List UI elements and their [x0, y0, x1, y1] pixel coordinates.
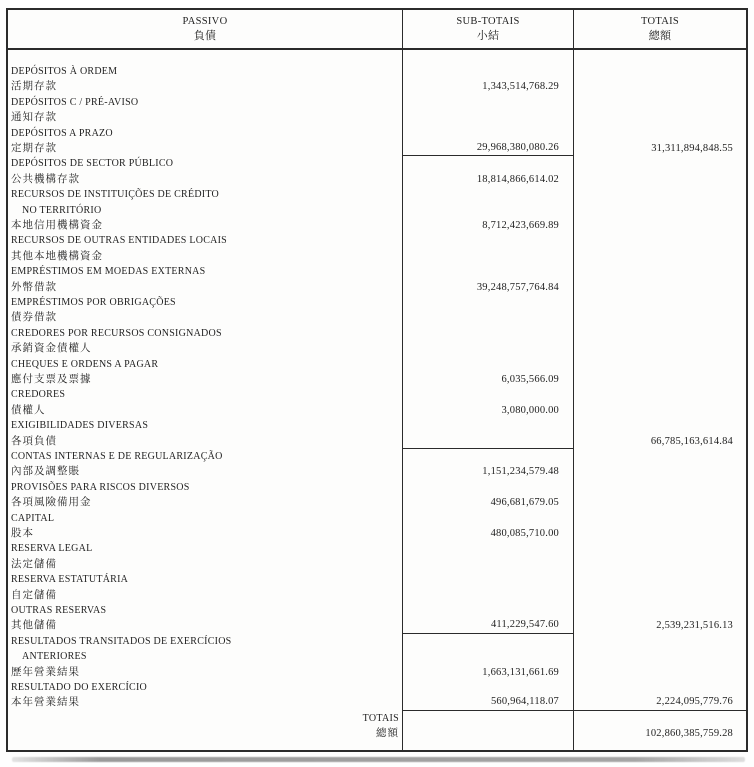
item-label-pt: RESULTADOS TRANSITADOS DE EXERCÍCIOS: [11, 635, 232, 647]
item-label-cell: [8, 233, 402, 264]
totals-label-pt: TOTAIS: [362, 712, 399, 724]
total-value: [574, 310, 733, 325]
item-subtotal-cell: [402, 603, 574, 634]
spacer-subtotal-cell: [402, 50, 574, 64]
item-subtotal-cell: [402, 541, 574, 572]
item-label-pt: RECURSOS DE OUTRAS ENTIDADES LOCAIS: [11, 235, 227, 247]
item-label-pt: CONTAS INTERNAS E DE REGULARIZAÇÃO: [11, 450, 223, 462]
item-label-cell: [8, 680, 402, 711]
total-value: [574, 464, 733, 479]
item-label-pt: DEPÓSITOS DE SECTOR PÚBLICO: [11, 158, 174, 170]
item-label-cn: 本地信用機構資金: [11, 219, 103, 231]
item-subtotal-cell: [402, 418, 574, 449]
item-label-pt: CREDORES: [11, 389, 66, 401]
passivo-table: [6, 8, 748, 752]
item-label-cell: [8, 449, 402, 480]
total-value: [574, 588, 733, 603]
item-label-cell: [8, 187, 402, 233]
subtotal-value: [403, 110, 559, 125]
total-value: 31,311,894,848.55: [651, 143, 733, 154]
item-label-cn: 承銷資金債權人: [11, 343, 92, 355]
item-label-pt: DEPÓSITOS À ORDEM: [11, 66, 118, 77]
item-label-cn: 法定儲備: [11, 558, 57, 570]
item-label-cell: [8, 357, 402, 388]
subtotal-value: 6,035,566.09: [501, 373, 559, 385]
total-value: [574, 372, 733, 387]
total-value: [574, 495, 733, 510]
item-total-cell: [574, 572, 746, 603]
header-subtotais-pt: SUB-TOTAIS: [456, 16, 520, 27]
item-subtotal-cell: [402, 326, 574, 357]
item-subtotal-cell: [402, 156, 574, 187]
table-row: [8, 156, 746, 187]
item-total-cell: [574, 634, 746, 680]
item-subtotal-cell: [402, 95, 574, 126]
table-row: [8, 480, 746, 511]
item-label-cn: 公共機構存款: [11, 173, 80, 185]
total-value: 66,785,163,614.84: [650, 435, 733, 447]
item-label-pt: EMPRÉSTIMOS POR OBRIGAÇÕES: [11, 296, 176, 308]
subtotal-value: 29,968,380,080.26: [476, 142, 559, 153]
spacer-label-cell: [8, 50, 402, 64]
grand-total-value: 102,860,385,759.28: [645, 728, 733, 740]
spacer-row: [8, 50, 746, 64]
item-subtotal-cell: [402, 126, 574, 157]
table-row: [8, 326, 746, 357]
subtotal-value: 18,814,866,614.02: [476, 173, 559, 185]
total-value: [574, 403, 733, 418]
item-subtotal-cell: [402, 449, 574, 480]
total-value: [574, 280, 733, 295]
table-row: [8, 64, 746, 95]
totals-total-cell: [574, 711, 746, 750]
item-label-pt: NO TERRITÓRIO: [22, 204, 102, 216]
item-subtotal-cell: [402, 480, 574, 511]
item-label-pt: RECURSOS DE INSTITUIÇÕES DE CRÉDITO: [11, 189, 220, 201]
total-value: 2,539,231,516.13: [656, 620, 733, 632]
item-label-pt: EXIGIBILIDADES DIVERSAS: [11, 420, 149, 432]
item-label-pt: DEPÓSITOS C / PRÉ-AVISO: [11, 96, 139, 108]
subtotal-value: [403, 310, 559, 325]
table-row: [8, 295, 746, 326]
item-total-cell: [574, 541, 746, 572]
item-label-cell: [8, 572, 402, 603]
item-label-cn: 定期存款: [11, 142, 57, 154]
header-subtotais-cn: 小結: [476, 30, 500, 42]
subtotal-value: [403, 588, 559, 603]
item-label-cell: [8, 264, 402, 295]
item-subtotal-cell: [402, 387, 574, 418]
item-label-cn: 債權人: [11, 404, 46, 416]
item-total-cell: [574, 156, 746, 187]
item-subtotal-cell: [402, 357, 574, 388]
total-value: [574, 110, 733, 125]
item-label-cn: 應付支票及票據: [11, 373, 92, 385]
item-label-pt: RESERVA LEGAL: [11, 543, 93, 555]
item-total-cell: [574, 480, 746, 511]
item-label-cn: 各項風險備用金: [11, 497, 92, 509]
item-label-pt: CHEQUES E ORDENS A PAGAR: [11, 358, 159, 370]
item-subtotal-cell: [402, 187, 574, 233]
subtotal-value: 1,343,514,768.29: [482, 81, 559, 93]
item-label-cell: [8, 95, 402, 126]
item-label-cell: [8, 126, 402, 157]
subtotal-value: 560,964,118.07: [490, 696, 559, 708]
table-row: [8, 418, 746, 449]
item-total-cell: [574, 680, 746, 711]
item-label-cn: 活期存款: [11, 81, 57, 93]
table-row: [8, 541, 746, 572]
subtotal-value: 480,085,710.00: [490, 527, 559, 539]
item-label-pt: DEPÓSITOS A PRAZO: [11, 127, 113, 139]
header-totais-pt: TOTAIS: [640, 16, 680, 27]
item-label-cell: [8, 480, 402, 511]
table-row: [8, 572, 746, 603]
total-value: [574, 249, 733, 264]
table-row: [8, 264, 746, 295]
item-label-cn: 歷年營業結果: [11, 666, 80, 678]
item-total-cell: [574, 511, 746, 542]
item-label-cell: [8, 603, 402, 634]
subtotal-value: 39,248,757,764.84: [476, 281, 559, 293]
item-label-pt: EMPRÉSTIMOS EM MOEDAS EXTERNAS: [11, 266, 206, 278]
subtotal-value: 1,151,234,579.48: [482, 466, 559, 478]
subtotal-value: 8,712,423,669.89: [482, 219, 559, 231]
item-label-pt: ANTERIORES: [22, 651, 87, 663]
item-label-pt: OUTRAS RESERVAS: [11, 604, 107, 616]
item-label-cell: [8, 541, 402, 572]
header-totais: [574, 10, 746, 48]
item-total-cell: [574, 264, 746, 295]
table-row: [8, 357, 746, 388]
item-label-cell: [8, 634, 402, 680]
total-value: [574, 665, 733, 680]
item-label-cell: [8, 64, 402, 95]
table-row: [8, 634, 746, 680]
subtotal-value: 3,080,000.00: [501, 404, 559, 416]
total-value: [574, 79, 733, 94]
totals-row: [8, 711, 746, 750]
header-passivo-pt: PASSIVO: [182, 16, 228, 27]
item-total-cell: [574, 295, 746, 326]
table-header-row: [8, 10, 746, 50]
item-label-pt: CAPITAL: [11, 512, 55, 524]
item-total-cell: [574, 187, 746, 233]
header-passivo: [8, 10, 402, 48]
item-subtotal-cell: [402, 680, 574, 711]
totals-subtotal-cell: [402, 711, 574, 750]
total-value: [574, 218, 733, 233]
item-label-cn: 各項負債: [11, 435, 57, 447]
table-row: [8, 603, 746, 634]
item-label-cell: [8, 326, 402, 357]
item-label-pt: RESULTADO DO EXERCÍCIO: [11, 681, 147, 693]
total-value: 2,224,095,779.76: [656, 696, 733, 708]
item-total-cell: [574, 95, 746, 126]
item-total-cell: [574, 64, 746, 95]
item-subtotal-cell: [402, 511, 574, 542]
subtotal-value: [403, 557, 559, 572]
item-subtotal-cell: [402, 634, 574, 680]
item-label-cn: 股本: [11, 527, 34, 539]
table-row: [8, 95, 746, 126]
table-row: [8, 387, 746, 418]
table-row: [8, 680, 746, 711]
table-row: [8, 511, 746, 542]
item-label-cell: [8, 295, 402, 326]
totals-label-cell: [8, 711, 402, 750]
item-label-cn: 其他儲備: [11, 620, 57, 632]
table-row: [8, 449, 746, 480]
subtotal-value: 1,663,131,661.69: [482, 666, 559, 678]
table-body: [8, 50, 746, 750]
total-value: [574, 341, 733, 356]
item-subtotal-cell: [402, 64, 574, 95]
item-subtotal-cell: [402, 264, 574, 295]
item-label-cn: 內部及調整賬: [11, 466, 80, 478]
item-subtotal-cell: [402, 233, 574, 264]
header-totais-cn: 總額: [648, 30, 672, 42]
item-label-cell: [8, 511, 402, 542]
item-total-cell: [574, 357, 746, 388]
subtotal-value: [403, 433, 559, 448]
item-label-cell: [8, 387, 402, 418]
item-total-cell: [574, 603, 746, 634]
totals-label-cn: 總額: [376, 728, 399, 740]
item-label-cn: 債券借款: [11, 312, 57, 324]
item-total-cell: [574, 126, 746, 157]
total-value: [574, 557, 733, 572]
table-row: [8, 233, 746, 264]
total-value: [574, 172, 733, 187]
scan-shadow-artifact: [12, 757, 745, 762]
item-total-cell: [574, 449, 746, 480]
subtotal-value: 411,229,547.60: [490, 619, 559, 631]
item-total-cell: [574, 233, 746, 264]
total-value: [574, 526, 733, 541]
item-subtotal-cell: [402, 572, 574, 603]
subtotal-value: [403, 341, 559, 356]
item-subtotal-cell: [402, 295, 574, 326]
item-label-cn: 自定儲備: [11, 589, 57, 601]
item-label-cn: 通知存款: [11, 112, 57, 124]
header-subtotais: [402, 10, 574, 48]
item-label-pt: PROVISÕES PARA RISCOS DIVERSOS: [11, 481, 190, 493]
table-row: [8, 126, 746, 157]
header-passivo-cn: 負債: [193, 30, 217, 42]
item-total-cell: [574, 387, 746, 418]
item-total-cell: [574, 326, 746, 357]
spacer-total-cell: [574, 50, 746, 64]
table-row: [8, 187, 746, 233]
item-label-cell: [8, 156, 402, 187]
item-label-cn: 其他本地機構資金: [11, 250, 103, 262]
item-label-pt: RESERVA ESTATUTÁRIA: [11, 574, 129, 586]
subtotal-value: 496,681,679.05: [490, 497, 559, 509]
item-label-cn: 外幣借款: [11, 281, 57, 293]
item-total-cell: [574, 418, 746, 449]
item-label-pt: CREDORES POR RECURSOS CONSIGNADOS: [11, 327, 222, 339]
subtotal-value: [403, 249, 559, 264]
item-label-cell: [8, 418, 402, 449]
item-label-cn: 本年營業結果: [11, 697, 80, 709]
